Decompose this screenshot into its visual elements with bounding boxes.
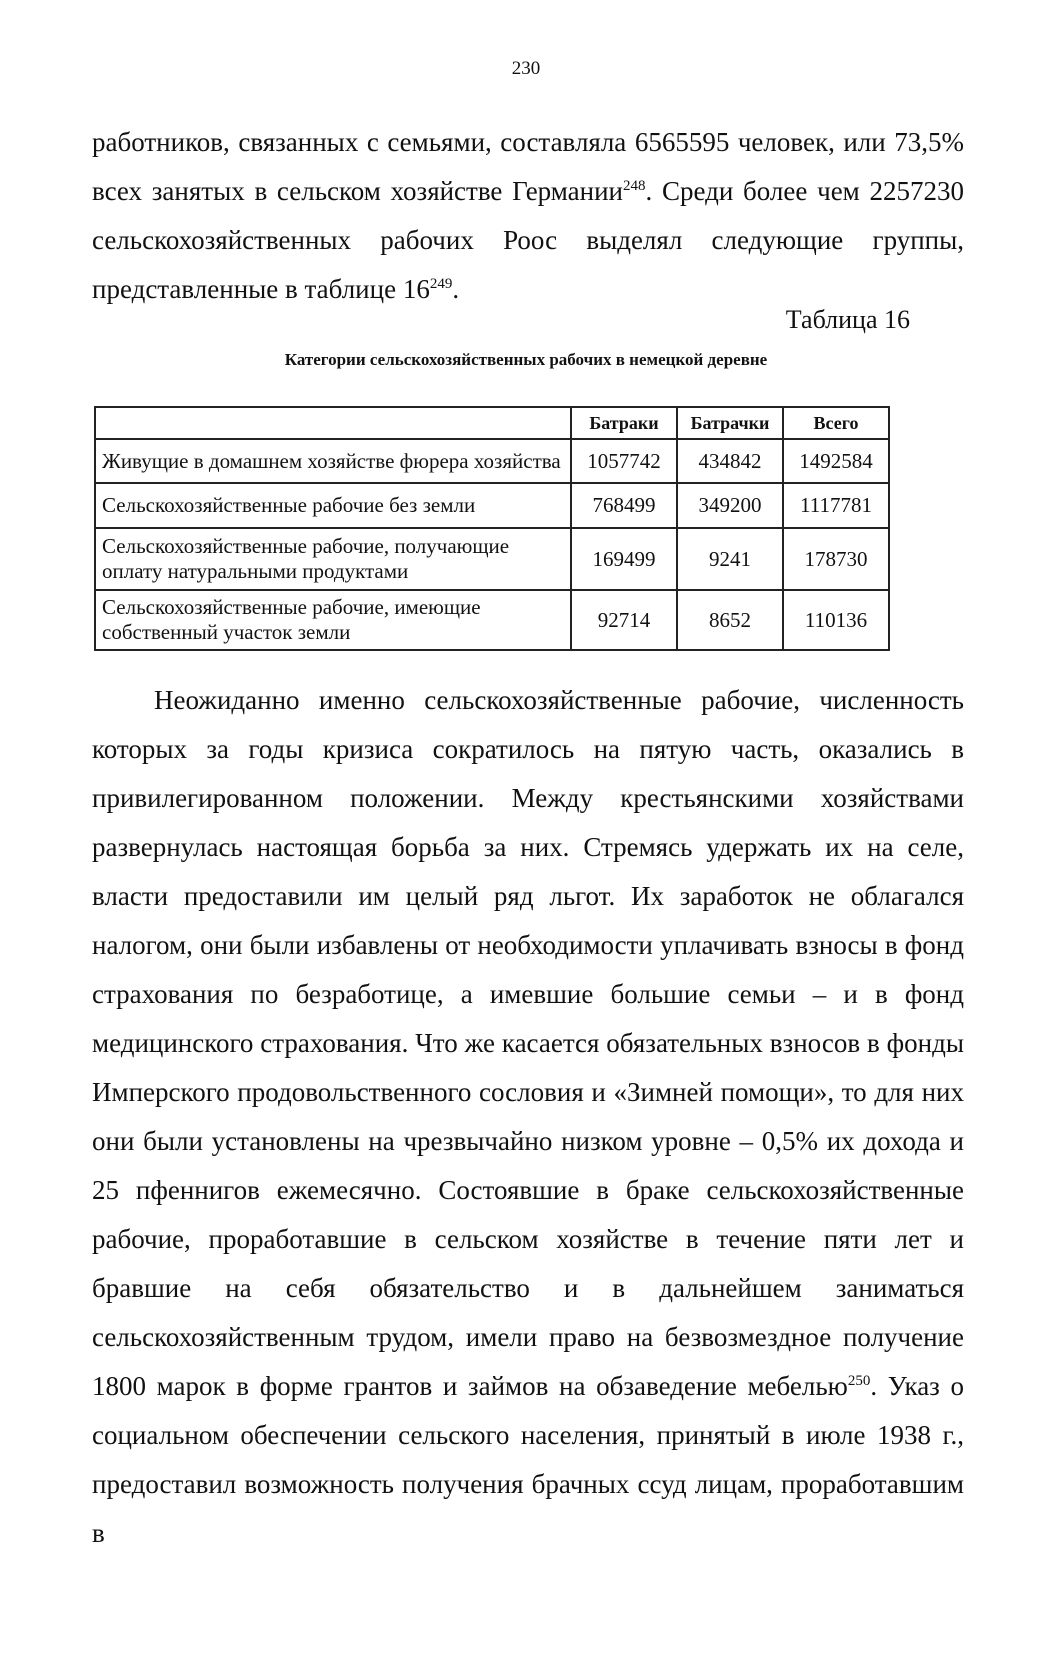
cell-men: 1057742 — [571, 439, 677, 483]
table-row — [95, 439, 889, 483]
main-text-1: Неожиданно именно сельскохозяйственные рабочие, численность которых за годы кризиса сократилось на пятую часть, оказались в привилегированном положении. Между крестьянскими хозяйствами развернулась настоящая борьба за них. Стремясь удержать их на селе, власти предоставили им целый ряд льгот. Их заработок не облагался налогом, они были избавлены от необходимости уплачивать взносы в фонд страхования по безработице, а имевшие большие семьи – и в фонд медицинского страхования. Что же касается обязательных взносов в фонды Имперского продовольственного сословия и «Зимней помощи», то для них они были установлены на чрезвычайно низком уровне – 0,5% их дохода и 25 пфеннигов ежемесячно. Состоявшие в браке сельскохозяйственные рабочие, проработавшие в сельском хозяйстве в течение пяти лет и бравшие на себя обязательство и в дальнейшем заниматься сельскохозяйственным трудом, имели право на безвозмездное получение 1800 марок в форме грантов и займов на обзаведение мебелью — [92, 685, 964, 1401]
footnote-ref-249: 249 — [429, 276, 453, 292]
page-number: 230 — [511, 58, 541, 79]
cell-total: 1117781 — [783, 483, 889, 528]
intro-text-1: работников, связанных с семьями, составляла 6565595 человек, или 73,5% всех занятых в сельском хозяйстве Германии — [92, 127, 964, 206]
table-row — [95, 483, 889, 528]
footnote-ref-250: 250 — [847, 1373, 871, 1389]
footnote-ref-248: 248 — [623, 178, 646, 194]
table-row — [95, 528, 889, 590]
header-men: Батраки — [571, 407, 677, 439]
header-total: Всего — [783, 407, 889, 439]
cell-women: 349200 — [677, 483, 783, 528]
cell-women: 9241 — [677, 528, 783, 590]
cell-men: 169499 — [571, 528, 677, 590]
cell-men: 768499 — [571, 483, 677, 528]
workers-table — [94, 406, 890, 651]
main-paragraph — [92, 676, 964, 1558]
row-label: Сельскохозяйственные рабочие, имеющие собственный участок земли — [95, 590, 571, 650]
header-women: Батрачки — [677, 407, 783, 439]
row-label: Сельскохозяйственные рабочие без земли — [95, 483, 571, 528]
header-empty — [95, 407, 571, 439]
table-label: Таблица 16 — [785, 305, 910, 334]
cell-total: 110136 — [783, 590, 889, 650]
cell-women: 434842 — [677, 439, 783, 483]
table-header-row — [95, 407, 889, 439]
row-label: Сельскохозяйственные рабочие, получающие оплату натуральными продуктами — [95, 528, 571, 590]
intro-text-2: . Среди более чем 2257230 сельскохозяйственных рабочих Роос выделял следующие группы, представленные в таблице 16 — [92, 176, 964, 304]
table-caption: Категории сельскохозяйственных рабочих в немецкой деревне — [284, 350, 768, 369]
cell-total: 1492584 — [783, 439, 889, 483]
cell-women: 8652 — [677, 590, 783, 650]
main-text-2: . Указ о социальном обеспечении сельского населения, принятый в июле 1938 г., предоставил возможность получения брачных ссуд лицам, проработавшим в — [92, 1371, 964, 1548]
table-row — [95, 590, 889, 650]
cell-total: 178730 — [783, 528, 889, 590]
cell-men: 92714 — [571, 590, 677, 650]
intro-text-3: . — [452, 274, 460, 304]
intro-paragraph — [92, 118, 964, 314]
row-label: Живущие в домашнем хозяйстве фюрера хозяйства — [95, 439, 571, 483]
